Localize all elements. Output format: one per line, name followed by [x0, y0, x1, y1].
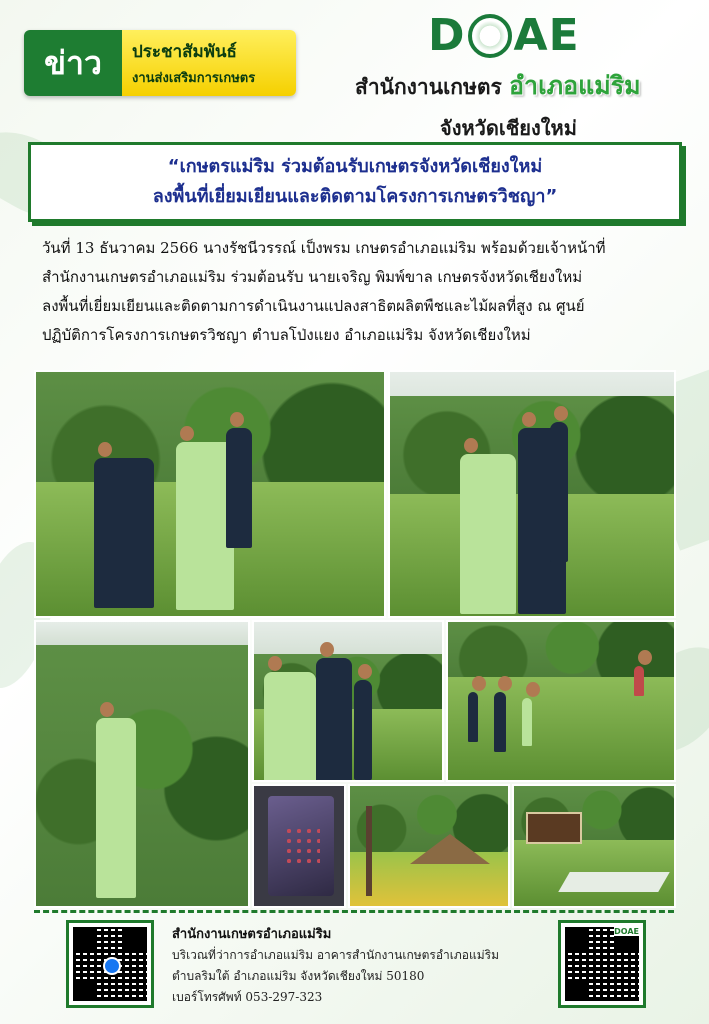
facebook-icon — [103, 957, 121, 975]
footer-phone: เบอร์โทรศัพท์ 053-297-323 — [172, 990, 323, 1004]
headline-line-2: ลงพื้นที่เยี่ยมเยียนและติดตามโครงการเกษตรวิชญา” — [152, 186, 558, 207]
doae-logo — [428, 10, 580, 61]
dept-label: งานส่งเสริมการเกษตร — [132, 71, 256, 86]
photo-pointing-field — [252, 620, 444, 782]
office-district: อำเภอแม่ริม — [509, 71, 641, 100]
body-line: ลงพื้นที่เยี่ยมเยียนและติดตามการดำเนินงานแปลงสาธิตผลิตพืชและไม้ผลที่สูง ณ ศูนย์ — [42, 297, 585, 315]
website-qr-code[interactable] — [558, 920, 646, 1008]
photo-project-map — [252, 784, 346, 908]
office-prefix: สำนักงานเกษตร — [355, 75, 502, 99]
body-line: สำนักงานเกษตรอำเภอแม่ริม ร่วมต้อนรับ นายเจริญ พิมพ์ขาล เกษตรจังหวัดเชียงใหม่ — [42, 268, 583, 286]
footer-address-2: ตำบลริมใต้ อำเภอแม่ริม จังหวัดเชียงใหม่ 50180 — [172, 969, 425, 983]
logo-text-right: AE — [513, 10, 580, 61]
doae-qr-tag: DOAE — [614, 927, 639, 936]
headline-box — [28, 142, 682, 222]
photo-terraced-field — [446, 620, 676, 782]
pr-label: ประชาสัมพันธ์ — [132, 42, 237, 62]
footer-divider — [34, 910, 674, 913]
photo-officials-orchard — [34, 370, 386, 618]
logo-text-left: D — [428, 10, 466, 61]
pr-label-block — [122, 30, 296, 96]
headline-line-1: “เกษตรแม่ริม ร่วมต้อนรับเกษตรจังหวัดเชียงใหม่ — [167, 156, 543, 177]
office-name — [355, 66, 641, 106]
office-province: จังหวัดเชียงใหม่ — [440, 116, 577, 140]
footer-contact — [172, 924, 499, 1008]
facebook-qr-code[interactable] — [66, 920, 154, 1008]
photo-map-discussion — [388, 370, 676, 618]
photo-signpost-hut — [348, 784, 510, 908]
news-label: ข่าว — [24, 30, 122, 96]
footer-address-1: บริเวณที่ว่าการอำเภอแม่ริม อาคารสำนักงานเกษตรอำเภอแม่ริม — [172, 948, 500, 962]
news-badge — [24, 30, 296, 96]
photo-bean-vines — [34, 620, 250, 908]
article-body — [42, 234, 678, 350]
body-line: ปฏิบัติการโครงการเกษตรวิชญา ตำบลโป่งแยง อำเภอแม่ริม จังหวัดเชียงใหม่ — [42, 326, 531, 344]
doae-seal-icon — [468, 14, 512, 58]
photo-demo-plot-sign — [512, 784, 676, 908]
footer-office-name: สำนักงานเกษตรอำเภอแม่ริม — [172, 927, 332, 942]
body-line: วันที่ 13 ธันวาคม 2566 นางรัชนีวรรณ์ เป็งพรม เกษตรอำเภอแม่ริม พร้อมด้วยเจ้าหน้าที่ — [42, 239, 606, 257]
